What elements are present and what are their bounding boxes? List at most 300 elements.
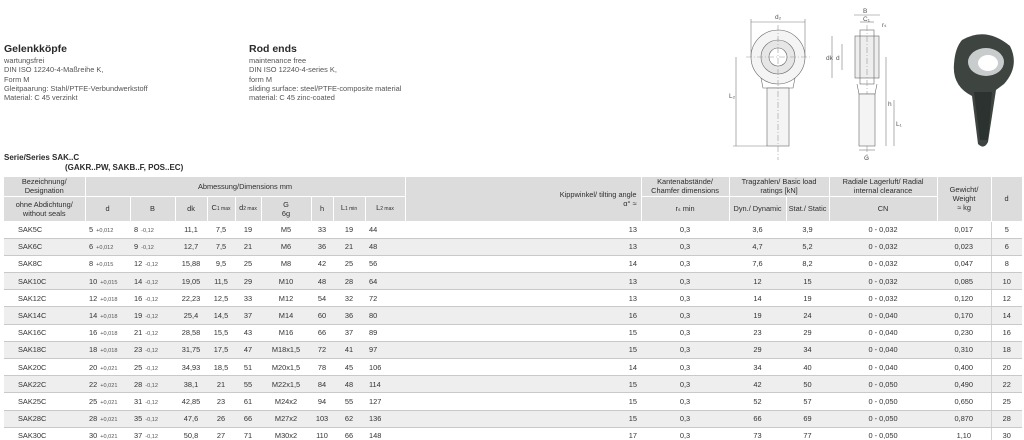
header-load-ratings: Tragzahlen/ Basic load ratings [kN] bbox=[729, 177, 829, 196]
tolerance: +0,015 bbox=[96, 262, 114, 269]
cell-clearance: 0 - 0,040 bbox=[829, 341, 937, 358]
cell-rs: 0,3 bbox=[641, 273, 729, 290]
cell-clearance: 0 - 0,032 bbox=[829, 290, 937, 307]
cell-B: 23 -0,12 bbox=[130, 341, 175, 358]
cell-d-right: 5 bbox=[991, 221, 1022, 238]
cell-B: 16 -0,12 bbox=[130, 290, 175, 307]
cell-static: 40 bbox=[786, 359, 829, 376]
tolerance: -0,12 bbox=[145, 417, 158, 424]
header-dynamic: Dyn./ Dynamic bbox=[729, 196, 786, 221]
cell-weight: 0,120 bbox=[937, 290, 991, 307]
header-L1: L1 min bbox=[333, 196, 365, 221]
tolerance: -0,12 bbox=[145, 382, 158, 389]
label-dk: dk bbox=[826, 55, 833, 62]
tolerance: +0,021 bbox=[100, 382, 118, 389]
cell-clearance: 0 - 0,040 bbox=[829, 359, 937, 376]
intro-english-title: Rod ends bbox=[249, 43, 297, 55]
table-row bbox=[4, 290, 1022, 307]
cell-weight: 0,650 bbox=[937, 393, 991, 410]
cell-tilt: 13 bbox=[405, 238, 641, 255]
cell-d-right: 22 bbox=[991, 376, 1022, 393]
cell-G: M30x2 bbox=[261, 427, 311, 440]
cell-G: M16 bbox=[261, 324, 311, 341]
cell-G: M20x1,5 bbox=[261, 359, 311, 376]
cell-C1: 26 bbox=[207, 410, 235, 427]
cell-C1: 21 bbox=[207, 376, 235, 393]
technical-drawings bbox=[726, 0, 1024, 172]
tolerance: -0,12 bbox=[145, 314, 158, 321]
cell-tilt: 13 bbox=[405, 290, 641, 307]
intro-english-line: form M bbox=[249, 74, 272, 84]
cell-designation: SAK6C bbox=[4, 238, 85, 255]
cell-d: 8 +0,015 bbox=[85, 255, 130, 272]
cell-h: 54 bbox=[311, 290, 333, 307]
tolerance: -0,12 bbox=[145, 365, 158, 372]
cell-rs: 0,3 bbox=[641, 221, 729, 238]
cell-dynamic: 23 bbox=[729, 324, 786, 341]
table-row bbox=[4, 376, 1022, 393]
cell-tilt: 13 bbox=[405, 273, 641, 290]
cell-rs: 0,3 bbox=[641, 307, 729, 324]
cell-G: M5 bbox=[261, 221, 311, 238]
cell-weight: 1,10 bbox=[937, 427, 991, 440]
table-row bbox=[4, 221, 1022, 238]
cell-weight: 0,400 bbox=[937, 359, 991, 376]
cell-L2: 80 bbox=[365, 307, 405, 324]
cell-d2: 33 bbox=[235, 290, 261, 307]
cell-tilt: 13 bbox=[405, 221, 641, 238]
cell-designation: SAK28C bbox=[4, 410, 85, 427]
cell-d: 28 +0,021 bbox=[85, 410, 130, 427]
cell-d2: 21 bbox=[235, 238, 261, 255]
cell-G: M8 bbox=[261, 255, 311, 272]
series-variants: (GAKR..PW, SAKB..F, POS..EC) bbox=[65, 162, 184, 172]
tolerance: +0,021 bbox=[100, 434, 118, 440]
cell-dk: 22,23 bbox=[175, 290, 207, 307]
cell-d-right: 20 bbox=[991, 359, 1022, 376]
tolerance: -0,12 bbox=[145, 399, 158, 406]
cell-L2: 127 bbox=[365, 393, 405, 410]
cell-clearance: 0 - 0,040 bbox=[829, 307, 937, 324]
tolerance: +0,021 bbox=[100, 399, 118, 406]
cell-d-right: 25 bbox=[991, 393, 1022, 410]
tolerance: +0,021 bbox=[100, 417, 118, 424]
label-C1: C₁ bbox=[863, 16, 870, 23]
cell-dynamic: 19 bbox=[729, 307, 786, 324]
cell-G: M12 bbox=[261, 290, 311, 307]
cell-L2: 148 bbox=[365, 427, 405, 440]
cell-clearance: 0 - 0,032 bbox=[829, 273, 937, 290]
cell-L2: 56 bbox=[365, 255, 405, 272]
table-row bbox=[4, 359, 1022, 376]
cell-L2: 64 bbox=[365, 273, 405, 290]
cell-rs: 0,3 bbox=[641, 393, 729, 410]
tolerance: +0,018 bbox=[100, 314, 118, 321]
table-row bbox=[4, 273, 1022, 290]
cell-B: 8 -0,12 bbox=[130, 221, 175, 238]
cell-designation: SAK10C bbox=[4, 273, 85, 290]
cell-static: 57 bbox=[786, 393, 829, 410]
cell-dk: 47,6 bbox=[175, 410, 207, 427]
cell-dk: 34,93 bbox=[175, 359, 207, 376]
table-row bbox=[4, 393, 1022, 410]
cell-static: 24 bbox=[786, 307, 829, 324]
cell-static: 5,2 bbox=[786, 238, 829, 255]
cell-weight: 0,085 bbox=[937, 273, 991, 290]
cell-L2: 106 bbox=[365, 359, 405, 376]
cell-weight: 0,047 bbox=[937, 255, 991, 272]
cell-clearance: 0 - 0,050 bbox=[829, 427, 937, 440]
tolerance: +0,018 bbox=[100, 331, 118, 338]
cell-tilt: 15 bbox=[405, 376, 641, 393]
header-clearance: Radiale Lagerluft/ Radial internal clearance bbox=[829, 177, 937, 196]
cell-clearance: 0 - 0,032 bbox=[829, 238, 937, 255]
header-chamfer: Kantenabstände/ Chamfer dimensions bbox=[641, 177, 729, 196]
table-row bbox=[4, 427, 1022, 440]
cell-G: M6 bbox=[261, 238, 311, 255]
cell-static: 69 bbox=[786, 410, 829, 427]
cell-B: 19 -0,12 bbox=[130, 307, 175, 324]
cell-dk: 38,1 bbox=[175, 376, 207, 393]
cell-dk: 11,1 bbox=[175, 221, 207, 238]
cell-C1: 11,5 bbox=[207, 273, 235, 290]
cell-dynamic: 29 bbox=[729, 341, 786, 358]
cell-clearance: 0 - 0,050 bbox=[829, 376, 937, 393]
cell-static: 77 bbox=[786, 427, 829, 440]
header-G: G 6g bbox=[261, 196, 311, 221]
cell-G: M10 bbox=[261, 273, 311, 290]
cell-static: 8,2 bbox=[786, 255, 829, 272]
cell-dk: 28,58 bbox=[175, 324, 207, 341]
header-cn: CN bbox=[829, 196, 937, 221]
cell-B: 31 -0,12 bbox=[130, 393, 175, 410]
cell-weight: 0,023 bbox=[937, 238, 991, 255]
header-d-right: d bbox=[991, 177, 1022, 221]
cell-B: 14 -0,12 bbox=[130, 273, 175, 290]
cell-d2: 71 bbox=[235, 427, 261, 440]
cell-L1: 25 bbox=[333, 255, 365, 272]
cell-h: 84 bbox=[311, 376, 333, 393]
cell-rs: 0,3 bbox=[641, 341, 729, 358]
cell-h: 48 bbox=[311, 273, 333, 290]
cell-h: 36 bbox=[311, 238, 333, 255]
cell-dk: 25,4 bbox=[175, 307, 207, 324]
cell-static: 3,9 bbox=[786, 221, 829, 238]
header-static: Stat./ Static bbox=[786, 196, 829, 221]
cell-d-right: 10 bbox=[991, 273, 1022, 290]
cell-designation: SAK30C bbox=[4, 427, 85, 440]
cell-dynamic: 4,7 bbox=[729, 238, 786, 255]
cell-dk: 42,85 bbox=[175, 393, 207, 410]
cell-C1: 12,5 bbox=[207, 290, 235, 307]
tolerance: -0,12 bbox=[145, 262, 158, 269]
intro-german bbox=[4, 43, 148, 102]
cell-G: M27x2 bbox=[261, 410, 311, 427]
cell-G: M22x1,5 bbox=[261, 376, 311, 393]
cell-d-right: 14 bbox=[991, 307, 1022, 324]
rod-end-table bbox=[4, 177, 1023, 440]
cell-d: 12 +0,018 bbox=[85, 290, 130, 307]
cell-static: 19 bbox=[786, 290, 829, 307]
cell-weight: 0,230 bbox=[937, 324, 991, 341]
cell-weight: 0,870 bbox=[937, 410, 991, 427]
cell-dynamic: 52 bbox=[729, 393, 786, 410]
cell-L1: 41 bbox=[333, 341, 365, 358]
label-B: B bbox=[863, 8, 868, 15]
header-d2: d2 max bbox=[235, 196, 261, 221]
cell-tilt: 14 bbox=[405, 359, 641, 376]
header-weight: Gewicht/ Weight ≈ kg bbox=[937, 177, 991, 221]
cell-d: 16 +0,018 bbox=[85, 324, 130, 341]
intro-english-line: sliding surface: steel/PTFE-composite material bbox=[249, 83, 402, 93]
cell-static: 29 bbox=[786, 324, 829, 341]
header-dimensions: Abmessung/Dimensions mm bbox=[85, 177, 405, 196]
cell-tilt: 17 bbox=[405, 427, 641, 440]
cell-d2: 66 bbox=[235, 410, 261, 427]
cell-tilt: 15 bbox=[405, 324, 641, 341]
cell-clearance: 0 - 0,032 bbox=[829, 221, 937, 238]
cell-C1: 9,5 bbox=[207, 255, 235, 272]
cell-L2: 114 bbox=[365, 376, 405, 393]
table-row bbox=[4, 255, 1022, 272]
cell-rs: 0,3 bbox=[641, 359, 729, 376]
cell-L1: 48 bbox=[333, 376, 365, 393]
cell-L2: 72 bbox=[365, 290, 405, 307]
cell-L1: 62 bbox=[333, 410, 365, 427]
cell-C1: 7,5 bbox=[207, 221, 235, 238]
cell-designation: SAK20C bbox=[4, 359, 85, 376]
cell-d: 20 +0,021 bbox=[85, 359, 130, 376]
cell-L2: 136 bbox=[365, 410, 405, 427]
table-row bbox=[4, 324, 1022, 341]
cell-rs: 0,3 bbox=[641, 427, 729, 440]
intro-english-line: maintenance free bbox=[249, 56, 307, 65]
cell-designation: SAK25C bbox=[4, 393, 85, 410]
cell-rs: 0,3 bbox=[641, 255, 729, 272]
cell-d: 6 +0,012 bbox=[85, 238, 130, 255]
header-designation: Bezeichnung/ Designation bbox=[4, 177, 85, 196]
cell-dynamic: 34 bbox=[729, 359, 786, 376]
intro-german-line: Gleitpaarung: Stahl/PTFE-Verbundwerkstoff bbox=[4, 83, 148, 93]
label-h: h bbox=[888, 101, 892, 108]
cell-dk: 19,05 bbox=[175, 273, 207, 290]
cell-h: 94 bbox=[311, 393, 333, 410]
cell-C1: 18,5 bbox=[207, 359, 235, 376]
cell-rs: 0,3 bbox=[641, 238, 729, 255]
cell-L1: 36 bbox=[333, 307, 365, 324]
cell-d: 5 +0,012 bbox=[85, 221, 130, 238]
cell-dk: 50,8 bbox=[175, 427, 207, 440]
tolerance: +0,015 bbox=[100, 279, 118, 286]
series-title: Serie/Series SAK..C bbox=[4, 153, 80, 162]
header-without-seals: ohne Abdichtung/ without seals bbox=[4, 196, 85, 221]
cell-designation: SAK22C bbox=[4, 376, 85, 393]
cell-C1: 7,5 bbox=[207, 238, 235, 255]
cell-L1: 19 bbox=[333, 221, 365, 238]
cell-d-right: 8 bbox=[991, 255, 1022, 272]
cell-L1: 45 bbox=[333, 359, 365, 376]
label-d2: d₂ bbox=[775, 14, 782, 21]
cell-d2: 29 bbox=[235, 273, 261, 290]
cell-C1: 14,5 bbox=[207, 307, 235, 324]
cell-dk: 31,75 bbox=[175, 341, 207, 358]
cell-weight: 0,490 bbox=[937, 376, 991, 393]
label-G: G bbox=[864, 155, 870, 162]
tolerance: -0,12 bbox=[145, 279, 158, 286]
cell-L1: 66 bbox=[333, 427, 365, 440]
cell-d2: 51 bbox=[235, 359, 261, 376]
cell-static: 50 bbox=[786, 376, 829, 393]
cell-dynamic: 66 bbox=[729, 410, 786, 427]
cell-tilt: 14 bbox=[405, 255, 641, 272]
cell-d: 14 +0,018 bbox=[85, 307, 130, 324]
intro-german-line: wartungsfrei bbox=[4, 56, 45, 65]
cell-clearance: 0 - 0,040 bbox=[829, 324, 937, 341]
cell-tilt: 15 bbox=[405, 410, 641, 427]
cell-dk: 15,88 bbox=[175, 255, 207, 272]
cell-d2: 55 bbox=[235, 376, 261, 393]
cell-tilt: 15 bbox=[405, 341, 641, 358]
cell-static: 15 bbox=[786, 273, 829, 290]
cell-tilt: 15 bbox=[405, 393, 641, 410]
cell-G: M18x1,5 bbox=[261, 341, 311, 358]
cell-d2: 61 bbox=[235, 393, 261, 410]
cell-h: 33 bbox=[311, 221, 333, 238]
cell-C1: 17,5 bbox=[207, 341, 235, 358]
cell-dynamic: 42 bbox=[729, 376, 786, 393]
cell-C1: 27 bbox=[207, 427, 235, 440]
intro-german-title: Gelenkköpfe bbox=[4, 43, 68, 55]
tolerance: -0,12 bbox=[145, 296, 158, 303]
label-L2: L₂ bbox=[729, 93, 736, 100]
cell-dynamic: 14 bbox=[729, 290, 786, 307]
intro-english-line: DIN ISO 12240-4-series K, bbox=[249, 65, 337, 75]
cell-rs: 0,3 bbox=[641, 290, 729, 307]
cell-L1: 55 bbox=[333, 393, 365, 410]
table-row bbox=[4, 238, 1022, 255]
cell-L2: 44 bbox=[365, 221, 405, 238]
tolerance: -0,12 bbox=[145, 434, 158, 440]
cell-d2: 37 bbox=[235, 307, 261, 324]
cell-designation: SAK12C bbox=[4, 290, 85, 307]
cell-B: 35 -0,12 bbox=[130, 410, 175, 427]
cell-h: 110 bbox=[311, 427, 333, 440]
cell-d-right: 6 bbox=[991, 238, 1022, 255]
cell-designation: SAK18C bbox=[4, 341, 85, 358]
cell-d-right: 12 bbox=[991, 290, 1022, 307]
tolerance: +0,021 bbox=[100, 365, 118, 372]
cell-L1: 37 bbox=[333, 324, 365, 341]
intro-german-line: Form M bbox=[4, 74, 30, 84]
tolerance: -0,12 bbox=[145, 348, 158, 355]
header-dk: dk bbox=[175, 196, 207, 221]
cell-L1: 32 bbox=[333, 290, 365, 307]
cell-G: M24x2 bbox=[261, 393, 311, 410]
tolerance: -0,12 bbox=[145, 331, 158, 338]
table-row bbox=[4, 307, 1022, 324]
cell-designation: SAK8C bbox=[4, 255, 85, 272]
cell-dynamic: 3,6 bbox=[729, 221, 786, 238]
cell-d-right: 30 bbox=[991, 427, 1022, 440]
cell-h: 60 bbox=[311, 307, 333, 324]
tolerance: +0,018 bbox=[100, 296, 118, 303]
intro-english-line: material: C 45 zinc-coated bbox=[249, 93, 335, 103]
cell-h: 78 bbox=[311, 359, 333, 376]
label-d: d bbox=[836, 55, 840, 62]
cell-d2: 47 bbox=[235, 341, 261, 358]
cell-B: 21 -0,12 bbox=[130, 324, 175, 341]
cell-L1: 28 bbox=[333, 273, 365, 290]
cell-d: 18 +0,018 bbox=[85, 341, 130, 358]
cell-dynamic: 12 bbox=[729, 273, 786, 290]
cell-h: 66 bbox=[311, 324, 333, 341]
cell-d: 25 +0,021 bbox=[85, 393, 130, 410]
cell-tilt: 16 bbox=[405, 307, 641, 324]
header-tilt: Kippwinkel/ tilting angle α° ≈ bbox=[405, 177, 641, 221]
header-h: h bbox=[311, 196, 333, 221]
cell-weight: 0,017 bbox=[937, 221, 991, 238]
cell-dk: 12,7 bbox=[175, 238, 207, 255]
cell-static: 34 bbox=[786, 341, 829, 358]
cell-rs: 0,3 bbox=[641, 376, 729, 393]
tolerance: +0,018 bbox=[100, 348, 118, 355]
tolerance: -0,12 bbox=[141, 245, 154, 252]
rod-end-drawing bbox=[726, 0, 1024, 172]
cell-L1: 21 bbox=[333, 238, 365, 255]
cell-clearance: 0 - 0,050 bbox=[829, 410, 937, 427]
label-L1: L₁ bbox=[896, 121, 902, 128]
cell-d-right: 28 bbox=[991, 410, 1022, 427]
cell-d: 10 +0,015 bbox=[85, 273, 130, 290]
label-rs: rₛ bbox=[882, 22, 887, 29]
cell-weight: 0,310 bbox=[937, 341, 991, 358]
cell-clearance: 0 - 0,032 bbox=[829, 255, 937, 272]
cell-d2: 19 bbox=[235, 221, 261, 238]
cell-L2: 97 bbox=[365, 341, 405, 358]
header-C1: C1 max bbox=[207, 196, 235, 221]
cell-B: 28 -0,12 bbox=[130, 376, 175, 393]
cell-d2: 25 bbox=[235, 255, 261, 272]
cell-B: 12 -0,12 bbox=[130, 255, 175, 272]
tolerance: -0,12 bbox=[141, 228, 154, 235]
cell-designation: SAK14C bbox=[4, 307, 85, 324]
cell-h: 42 bbox=[311, 255, 333, 272]
cell-dynamic: 7,6 bbox=[729, 255, 786, 272]
cell-designation: SAK5C bbox=[4, 221, 85, 238]
tolerance: +0,012 bbox=[96, 245, 114, 252]
tolerance: +0,012 bbox=[96, 228, 114, 235]
intro-english bbox=[249, 43, 401, 102]
intro-german-line: DIN ISO 12240-4-Maßreihe K, bbox=[4, 65, 104, 75]
cell-weight: 0,170 bbox=[937, 307, 991, 324]
cell-B: 37 -0,12 bbox=[130, 427, 175, 440]
cell-d: 22 +0,021 bbox=[85, 376, 130, 393]
cell-C1: 23 bbox=[207, 393, 235, 410]
cell-dynamic: 73 bbox=[729, 427, 786, 440]
cell-rs: 0,3 bbox=[641, 324, 729, 341]
table-row bbox=[4, 410, 1022, 427]
cell-d-right: 16 bbox=[991, 324, 1022, 341]
header-rs: rₛ min bbox=[641, 196, 729, 221]
cell-d: 30 +0,021 bbox=[85, 427, 130, 440]
cell-C1: 15,5 bbox=[207, 324, 235, 341]
cell-L2: 48 bbox=[365, 238, 405, 255]
header-L2: L2 max bbox=[365, 196, 405, 221]
cell-B: 25 -0,12 bbox=[130, 359, 175, 376]
table-body bbox=[4, 221, 1022, 440]
rod-end-product-icon bbox=[954, 34, 1014, 146]
intro-german-line: Material: C 45 verzinkt bbox=[4, 93, 78, 103]
